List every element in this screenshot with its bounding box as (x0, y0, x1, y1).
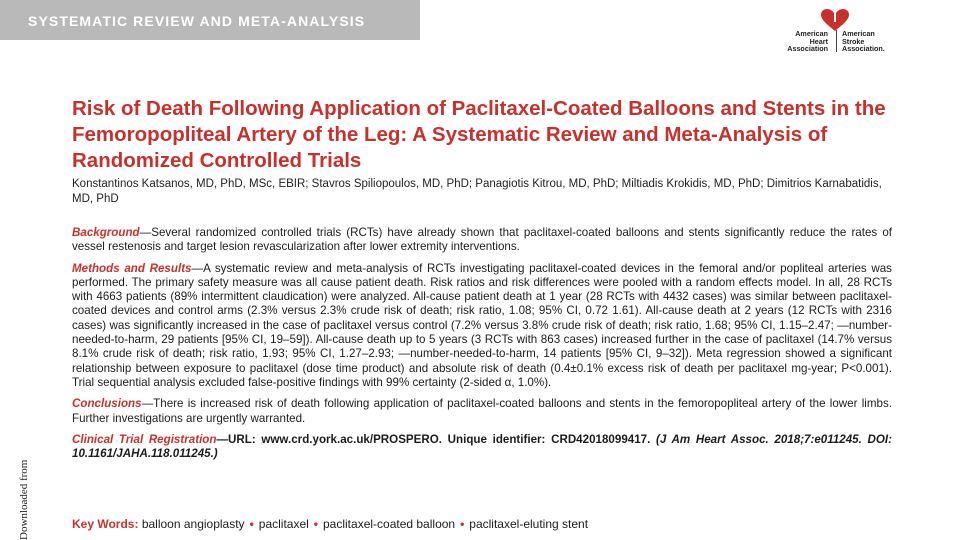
logo-divider (836, 30, 837, 52)
aha-line-3: Association (787, 44, 828, 54)
background-heading: Background (72, 226, 140, 239)
keyword-item: balloon angioplasty (141, 517, 245, 531)
keyword-separator: • (249, 517, 254, 531)
keyword-item: paclitaxel-eluting stent (469, 517, 589, 531)
article-title: Risk of Death Following Application of Paclitaxel-Coated Balloons and Stents in the Femoropopliteal Artery of the Leg: A Systematic Review and Meta-Analysis of Randomized Controlled Trials (72, 97, 886, 172)
methods-text: —A systematic review and meta-analysis of RCTs investigating paclitaxel-coated devices in the femoral and/or popliteal arteries was performed. The primary safety measure was all cause patient death. Risk ratios and risk differences were pooled with a random effects model. In all, 28 RCTs with 4663 patients (89% intermittent claudication) were analyzed. All-cause patient death at 1 year (28 RCTs with 4432 cases) was similar between paclitaxel-coated devices and control arms (2.3% versus 2.3% crude risk of death; risk ratio, 1.08; 95% CI, 0.72 1.61). All-cause death at 2 years (12 RCTs with 2316 cases) was significantly increased in the case of paclitaxel versus control (7.2% versus 3.8% crude risk of death; risk ratio, 1.68; 95% CI, 1.15–2.47; —number-needed-to-harm, 29 patients [95% CI, 19–59]). All-cause death up to 5 years (3 RCTs with 863 cases) increased further in the case of paclitaxel (14.7% versus 8.1% crude risk of death; risk ratio, 1.93; 95% CI, 1.27–2.93; —number-needed-to-harm, 14 patients [95% CI, 9–32]). Meta regression showed a significant relationship between exposure to paclitaxel (dose time product) and absolute risk of death (0.4±0.1% excess risk of death per paclitaxel mg-year; P<0.001). Trial sequential analysis excluded false-positive findings with 99% certainty (2-sided α, 1.0%). (72, 261, 892, 389)
download-watermark: Downloaded from (18, 459, 30, 540)
citation: (J Am Heart Assoc. 2018;7:e011245. DOI: 10.1161/JAHA.118.011245.) (72, 432, 892, 461)
asa-line-1: American (842, 29, 875, 38)
author-list: Konstantinos Katsanos, MD, PhD, MSc, EBIR; Stavros Spiliopoulos, MD, PhD; Panagiotis Kitrou, MD, PhD; Miltiadis Krokidis, MD, PhD; Dimitrios Karnabatidis, MD, PhD (72, 178, 882, 205)
journal-section-header (0, 0, 420, 40)
conclusions-heading: Conclusions (72, 397, 142, 411)
abstract-background (72, 226, 892, 255)
keyword-separator: • (460, 517, 465, 531)
keyword-item: paclitaxel (258, 517, 309, 531)
keyword-separator: • (313, 517, 318, 531)
keywords-heading: Key Words: (72, 517, 139, 531)
aha-line-2: Heart (809, 36, 828, 46)
registration-text: —URL: www.crd.york.ac.uk/PROSPERO. Unique identifier: CRD42018099417. (216, 432, 651, 446)
asa-line-3: Association. (842, 44, 885, 54)
background-text: —Several randomized controlled trials (RCTs) have already shown that paclitaxel-coated balloons and stents significantly reduce the rates of vessel restenosis and target lesion revascularization after lower extremity interventions. (72, 226, 892, 254)
section-label: SYSTEMATIC REVIEW AND META-ANALYSIS (28, 13, 366, 29)
abstract-methods (72, 262, 892, 391)
aha-wordmark (776, 30, 828, 53)
aha-line-1: American (795, 29, 828, 38)
abstract (72, 226, 892, 468)
keyword-item: paclitaxel-coated balloon (323, 517, 456, 531)
abstract-registration (72, 433, 892, 462)
abstract-conclusions (72, 397, 892, 426)
conclusions-text: —There is increased risk of death following application of paclitaxel-coated balloons and stents in the femoropopliteal artery of the lower limbs. Further investigations are urgently warranted. (72, 397, 892, 425)
keywords (72, 516, 912, 532)
asa-wordmark (842, 30, 896, 53)
aha-asa-logo (776, 8, 896, 54)
registration-heading: Clinical Trial Registration (72, 432, 217, 446)
methods-heading: Methods and Results (72, 261, 192, 275)
asa-line-2: Stroke (842, 36, 865, 46)
